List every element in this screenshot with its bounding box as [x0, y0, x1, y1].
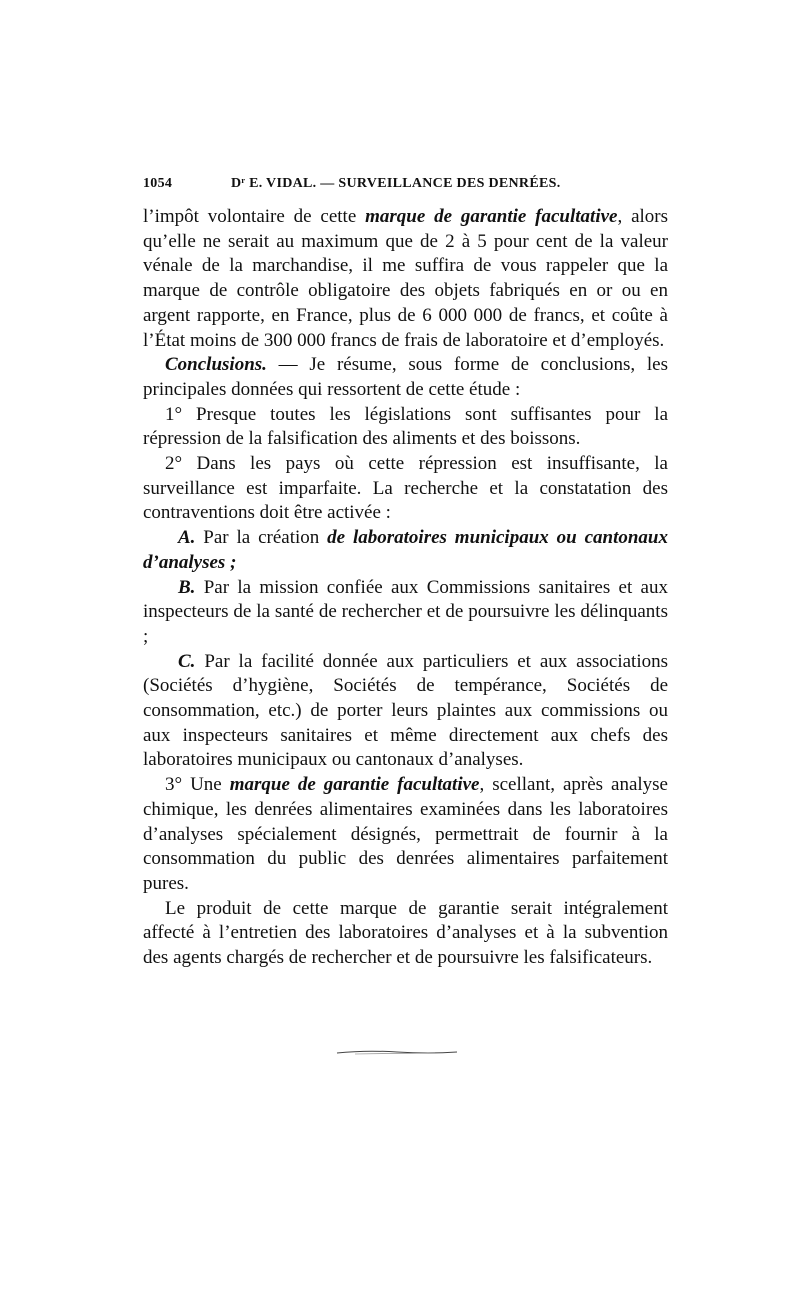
italic-phrase: marque de garantie facultative — [229, 774, 480, 796]
paragraph-point-3 — [143, 773, 668, 897]
item-label-c: C. — [178, 650, 196, 672]
italic-phrase: de laboratoires municipaux ou cantonaux d’analyses ; — [143, 527, 668, 573]
paragraph-impot — [143, 205, 668, 353]
italic-phrase: marque de garantie facultative — [365, 206, 618, 227]
paragraph-point-2a — [143, 526, 668, 575]
text-segment: Par la facilité donnée aux particuliers et aux associations (Sociétés d’hygiène, Sociétés de tempérance, Sociétés de consommation, etc.) de porter leurs plaintes aux commissions ou aux inspecteurs sanitaires et même directement aux chefs des laboratoires municipaux ou cantonaux d’analyses. — [143, 650, 668, 771]
paragraph-point-2b — [143, 576, 668, 650]
running-header — [143, 176, 668, 198]
page-number: 1054 — [143, 176, 173, 191]
paragraph-conclusions — [143, 353, 668, 402]
end-rule — [335, 1049, 460, 1055]
text-segment: Par la création — [195, 527, 328, 549]
paragraph-point-1: 1° Presque toutes les législations sont suffisantes pour la répression de la falsification des aliments et des boissons. — [143, 403, 668, 450]
paragraph-point-2c — [143, 650, 668, 774]
text-segment: — Je résume, sous forme de conclusions, les principales données qui ressortent de cette étude : — [143, 354, 668, 400]
running-title: Dʳ E. VIDAL. — SURVEILLANCE DES DENRÉES. — [231, 176, 561, 191]
body-text — [143, 205, 668, 971]
text-segment: l’impôt volontaire de cette — [143, 206, 366, 227]
item-label-b: B. — [178, 576, 196, 598]
conclusions-label: Conclusions. — [165, 354, 267, 376]
text-segment: Par la mission confiée aux Commissions sanitaires et aux inspecteurs de la santé de rechercher et de poursuivre les délinquants ; — [143, 576, 668, 647]
text-segment: 3° Une — [165, 774, 230, 796]
text-segment: , scellant, après analyse chimique, les denrées alimentaires examinées dans les laboratoires d’analyses spécialement désignés, permettrait de fournir à la consommation du public des denrées alimentaires parfaitement pures. — [143, 774, 668, 894]
item-label-a: A. — [178, 527, 196, 549]
text-segment: , alors qu’elle ne serait au maximum que de 2 à 5 pour cent de la valeur vénale de la marchandise, il me suffira de vous rappeler que la marque de contrôle obligatoire des objets fabriqués en or ou en argent rapporte, en France, plus de 6 000 000 de francs, et coûte à l’État moins de 300 000 francs de frais de laboratoire et d’employés. — [143, 206, 669, 351]
paragraph-point-2: 2° Dans les pays où cette répression est insuffisante, la surveillance est imparfaite. La recherche et la constatation des contraventions doit être activée : — [143, 453, 668, 524]
paragraph-produit: Le produit de cette marque de garantie serait intégralement affecté à l’entretien des laboratoires d’analyses et à la subvention des agents chargés de rechercher et de poursuivre les falsificateurs. — [143, 897, 668, 969]
